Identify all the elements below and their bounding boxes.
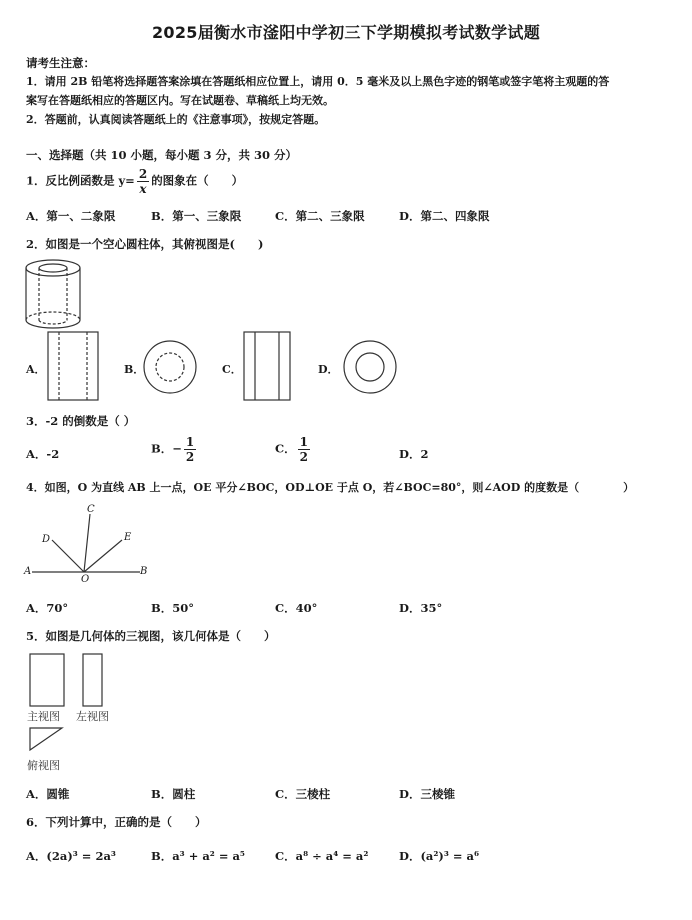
q3-option-d[interactable]: D．2	[399, 447, 429, 461]
q1-option-d[interactable]: D．第二、四象限	[399, 209, 490, 223]
q2-option-c-label[interactable]: C．	[222, 363, 242, 376]
front-view-caption: 主视图	[27, 710, 60, 723]
left-view-caption: 左视图	[76, 710, 109, 723]
q1-prefix: 1．反比例函数是 y=	[26, 173, 135, 188]
q2-option-c-figure[interactable]	[242, 330, 292, 402]
q3-c-numerator: 1	[299, 435, 309, 449]
q3-option-a[interactable]: A．-2	[26, 447, 60, 461]
q3-b-prefix: B．−	[151, 441, 182, 456]
three-views-figure	[26, 652, 118, 760]
q6-option-b[interactable]: B．a³ + a² = a⁵	[151, 849, 245, 863]
q2-option-b-figure[interactable]	[142, 339, 198, 395]
q5-option-d[interactable]: D．三棱锥	[399, 787, 455, 801]
q3-c-denominator: 2	[299, 450, 309, 464]
q5-option-c[interactable]: C．三棱柱	[275, 787, 331, 801]
notice-line-3: 2．答题前，认真阅读答题纸上的《注意事项》，按规定答题。	[26, 113, 326, 126]
q5-option-a[interactable]: A．圆锥	[26, 787, 70, 801]
top-view-caption: 俯视图	[27, 759, 60, 772]
point-e-label: E	[124, 532, 132, 543]
q1-numerator: 2	[138, 167, 148, 181]
notice-heading: 请考生注意：	[26, 56, 95, 70]
q4-option-d[interactable]: D．35°	[399, 601, 443, 615]
q3-b-numerator: 1	[185, 435, 195, 449]
page-title: 2025届衡水市滏阳中学初三下学期模拟考试数学试题	[151, 23, 541, 42]
q1-denominator: x	[139, 182, 147, 196]
q6-option-c[interactable]: C．a⁸ ÷ a⁴ = a²	[275, 849, 369, 863]
q6-option-d[interactable]: D．(a²)³ = a⁶	[399, 849, 480, 863]
point-b-label: B	[140, 566, 148, 577]
q3-option-b[interactable]	[151, 436, 198, 463]
q3-c-prefix: C．	[275, 441, 296, 456]
q1-option-c[interactable]: C．第二、三象限	[275, 209, 365, 223]
notice-line-2: 案写在答题纸相应的答题区内。写在试题卷、草稿纸上均无效。	[26, 94, 334, 107]
q2-option-a-figure[interactable]	[46, 330, 100, 402]
question-4-stem: 4．如图，O 为直线 AB 上一点，OE 平分∠BOC，OD⊥OE 于点 O，若∠BOC=80°，则∠AOD 的度数是（ ）	[26, 481, 635, 494]
point-a-label: A	[24, 566, 32, 577]
q1-suffix: 的图象在（ ）	[151, 173, 244, 188]
q6-option-a[interactable]: A．(2a)³ = 2a³	[26, 849, 116, 863]
q4-option-a[interactable]: A．70°	[26, 601, 69, 615]
q2-option-d-label[interactable]: D．	[318, 363, 339, 376]
section-heading: 一、选择题（共 10 小题，每小题 3 分，共 30 分）	[26, 148, 298, 162]
q3-c-fraction	[298, 436, 310, 463]
hollow-cylinder-figure	[22, 256, 84, 332]
point-d-label: D	[42, 534, 51, 545]
point-o-label: O	[81, 574, 90, 585]
question-1-stem	[26, 168, 243, 195]
q1-option-b[interactable]: B．第一、三象限	[151, 209, 242, 223]
q1-fraction	[137, 168, 149, 195]
q2-option-a-label[interactable]: A．	[26, 363, 46, 376]
q4-option-b[interactable]: B．50°	[151, 601, 194, 615]
q3-option-c[interactable]	[275, 436, 312, 463]
notice-line-1: 1．请用 2B 铅笔将选择题答案涂填在答题纸相应位置上，请用 0．5 毫米及以上黑色字迹的钢笔或签字笔将主观题的答	[26, 75, 610, 88]
q3-b-fraction	[184, 436, 196, 463]
question-2-stem: 2．如图是一个空心圆柱体，其俯视图是( )	[26, 237, 264, 251]
q4-option-c[interactable]: C．40°	[275, 601, 318, 615]
point-c-label: C	[87, 504, 95, 515]
q2-option-b-label[interactable]: B．	[124, 363, 145, 376]
q1-option-a[interactable]: A．第一、二象限	[26, 209, 116, 223]
q2-option-d-figure[interactable]	[342, 339, 398, 395]
question-3-stem: 3．-2 的倒数是（ ）	[26, 414, 136, 428]
question-5-stem: 5．如图是几何体的三视图，该几何体是（ ）	[26, 629, 276, 643]
question-6-stem: 6．下列计算中，正确的是（ ）	[26, 815, 207, 829]
q3-b-denominator: 2	[185, 450, 195, 464]
q5-option-b[interactable]: B．圆柱	[151, 787, 196, 801]
